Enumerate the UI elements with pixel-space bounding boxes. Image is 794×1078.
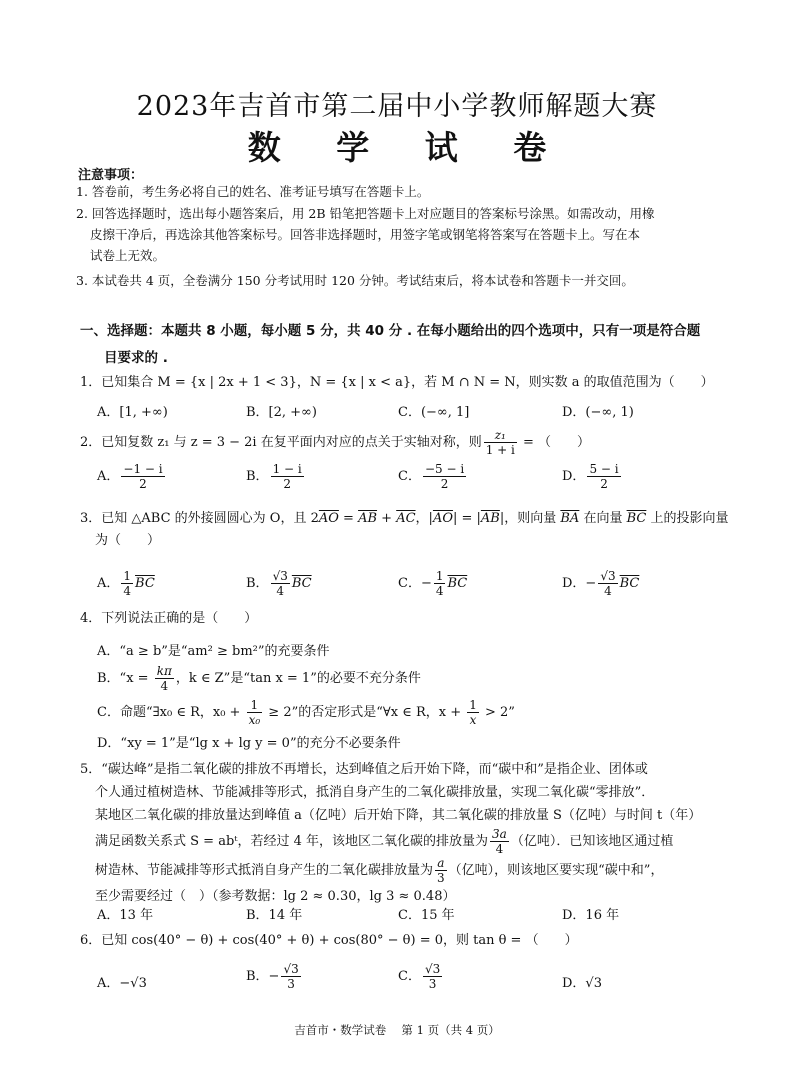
- question-5-stem: [80, 758, 730, 908]
- question-4-option-d: D．“xy = 1”是“lg x + lg y = 0”的充分不必要条件: [97, 736, 401, 751]
- question-3-option-b: B． $\frac{√3}{4}$ $\overline{BC}$: [246, 569, 312, 598]
- question-5-line-4: 满足函数关系式 S = abᵗ，若经过 4 年，该地区二氧化碳的排放量为 $\frac{3a}{4}$ （亿吨）．已知该地区通过植: [95, 827, 674, 856]
- question-2-stem: [80, 428, 730, 457]
- question-1-option-b: B．[2, +∞): [246, 405, 317, 420]
- exam-subtitle: 数 学 试 卷: [247, 128, 569, 167]
- question-4-stem: 4．下列说法正确的是（ ）: [80, 611, 258, 626]
- question-6-option-b: B．− $\frac{√3}{3}$: [246, 962, 299, 991]
- question-1-option-c: C．(−∞, 1]: [398, 405, 470, 420]
- question-1-option-a: A．[1, +∞): [97, 405, 168, 420]
- question-2-fraction: $\frac{\text{z₁}}{1 + i}$: [485, 428, 515, 457]
- question-5-option-d: D．16 年: [562, 908, 620, 923]
- question-5-option-b: B．14 年: [246, 908, 303, 923]
- question-2-option-b: B． $\frac{1 - i}{2}$: [246, 462, 302, 491]
- question-6-stem: 6．已知 cos(40° − θ) + cos(40° + θ) + cos(80° − θ) = 0，则 tan θ = （ ）: [80, 933, 578, 948]
- notice-item-3: 3. 本试卷共 4 页，全卷满分 150 分考试用时 120 分钟。考试结束后，将本试卷和答题卡一并交回。: [76, 273, 634, 288]
- question-2-stem-end: = （ ）: [518, 435, 591, 450]
- question-5-line-6: 至少需要经过（ ）（参考数据：lg 2 ≈ 0.30，lg 3 ≈ 0.48）: [95, 889, 456, 904]
- question-5-line-1: 5．“碳达峰”是指二氧化碳的排放不再增长，达到峰值之后开始下降，而“碳中和”是指企业、团体或: [80, 762, 648, 777]
- question-5-option-c: C．15 年: [398, 908, 455, 923]
- question-6-option-a: A．−√3: [97, 976, 147, 991]
- page-footer: 吉首市・数学试卷 第 1 页（共 4 页）: [294, 1023, 500, 1037]
- question-4-option-b: B．“x = $\frac{k\pi}{4}$ ，k ∈ Z”是“tan x = 1”的必要不充分条件: [97, 664, 421, 693]
- question-4-option-c: C．命题“∃x₀ ∈ R，x₀ + $\frac{1}{\text{x₀}}$ ≥ 2”的否定形式是“∀x ∈ R，x + $\frac{1}{x}$ > 2”: [97, 698, 515, 727]
- question-2-option-a: A． $\frac{-1 - i}{2}$: [97, 462, 163, 491]
- question-2-option-d: D． $\frac{5 - i}{2}$: [562, 462, 619, 491]
- question-1-option-d: D．(−∞, 1): [562, 405, 634, 420]
- exam-title: 2023年吉首市第二届中小学教师解题大赛: [136, 91, 658, 122]
- notice-heading: 注意事项：: [78, 168, 144, 183]
- question-6-option-c: C． $\frac{√3}{3}$: [398, 962, 441, 991]
- question-3-option-c: C．− $\frac{1}{4}$ $\overline{BC}$: [398, 569, 468, 598]
- question-3-stem: 3．已知 △ABC 的外接圆圆心为 O，且 $2\overline{AO} = \overline{AB} + \overline{AC}$，$|\overline{AO}| = |\overline{AB}|$，则向量 $\overline{BA}$ 在向量 $\overline{BC}$ 上的投影向量 为（ ）: [80, 508, 730, 552]
- question-6-option-d: D．√3: [562, 976, 602, 991]
- question-2-stem-text: 2．已知复数 z₁ 与 z = 3 − 2i 在复平面内对应的点关于实轴对称，则: [80, 435, 482, 450]
- notice-item-2-line-1: 2. 回答选择题时，选出每小题答案后，用 2B 铅笔把答题卡上对应题目的答案标号涂黑。如需改动，用橡: [76, 206, 655, 221]
- section-heading-line-1: 一、选择题：本题共 8 小题，每小题 5 分，共 40 分 . 在每小题给出的四个选项中，只有一项是符合题: [80, 323, 701, 339]
- question-3-stem-line-2: 为（ ）: [95, 533, 161, 548]
- question-3-option-d: D．− $\frac{√3}{4}$ $\overline{BC}$: [562, 569, 640, 598]
- question-5-option-a: A．13 年: [97, 908, 154, 923]
- notice-item-1: 1. 答卷前，考生务必将自己的姓名、准考证号填写在答题卡上。: [76, 184, 430, 199]
- question-2-option-c: C． $\frac{-5 - i}{2}$: [398, 462, 465, 491]
- question-4-option-a: A．“a ≥ b”是“am² ≥ bm²”的充要条件: [97, 644, 330, 659]
- question-5-line-3: 某地区二氧化碳的排放量达到峰值 a（亿吨）后开始下降，其二氧化碳的排放量 S（亿吨）与时间 t（年）: [95, 808, 702, 823]
- question-5-line-5: 树造林、节能减排等形式抵消自身产生的二氧化碳排放量为 $\frac{a}{3}$ （亿吨），则该地区要实现“碳中和”，: [95, 856, 664, 885]
- section-heading-line-2: 目要求的 .: [104, 350, 168, 366]
- question-1-stem: 1．已知集合 M = {x | 2x + 1 < 3}，N = {x | x < a}，若 M ∩ N = N，则实数 a 的取值范围为（ ）: [80, 375, 714, 390]
- notice-item-2: [76, 203, 718, 266]
- question-3-option-a: A． $\frac{1}{4}$ $\overline{BC}$: [97, 569, 155, 598]
- notice-item-2-line-3: 试卷上无效。: [90, 248, 166, 263]
- notice-item-2-line-2: 皮擦干净后，再选涂其他答案标号。回答非选择题时，用签字笔或钢笔将答案写在答题卡上。写在本: [90, 227, 641, 242]
- section-heading: [80, 318, 730, 372]
- question-5-line-2: 个人通过植树造林、节能减排等形式，抵消自身产生的二氧化碳排放量，实现二氧化碳“零排放”．: [95, 785, 655, 800]
